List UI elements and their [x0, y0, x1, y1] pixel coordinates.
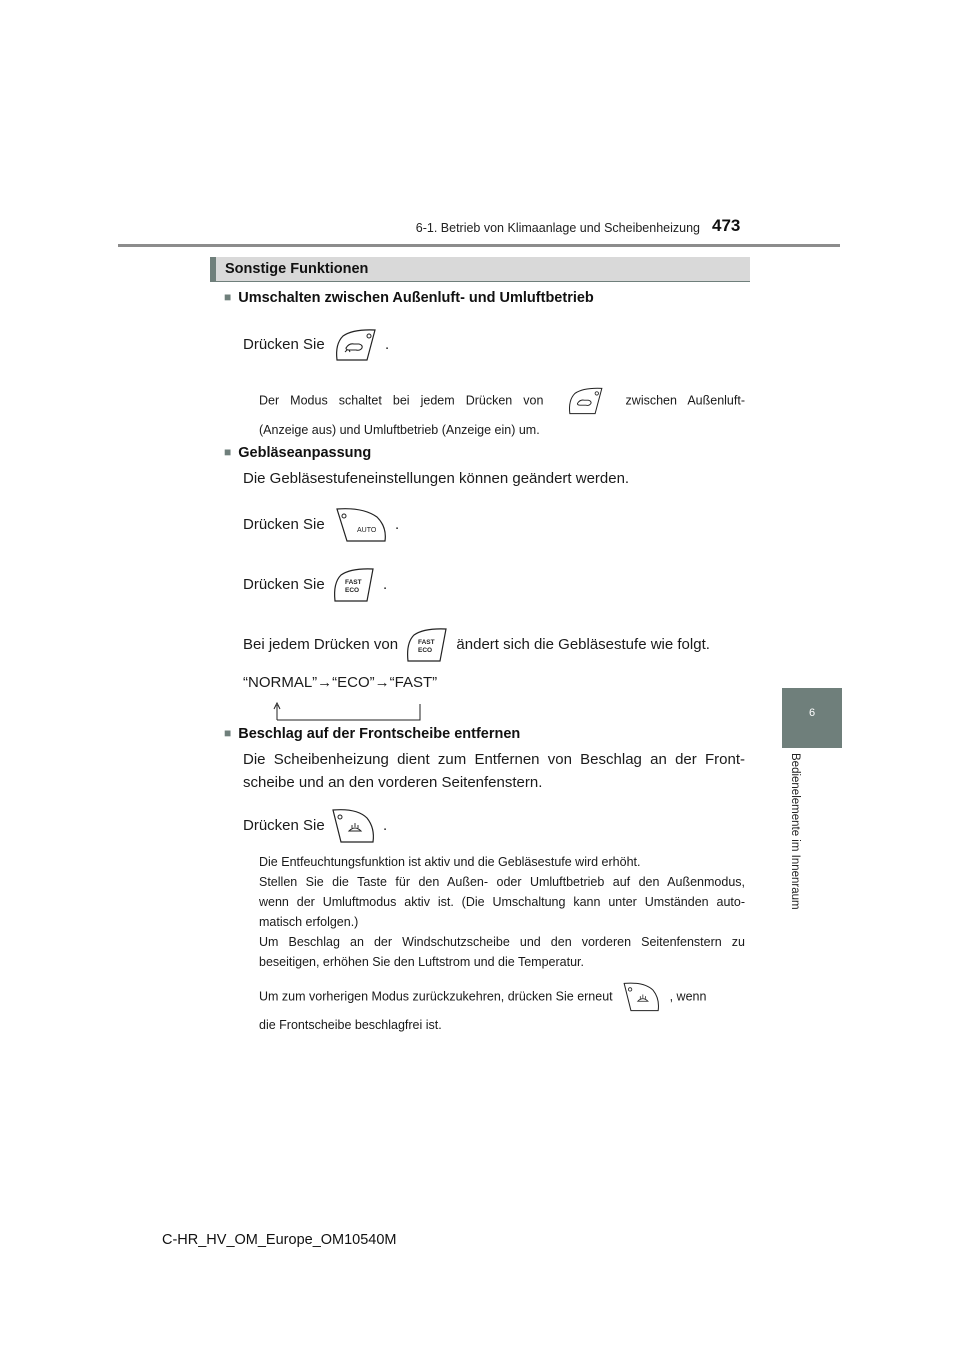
defrost-note-p2-l3: matisch erfolgen.)	[259, 915, 359, 929]
blower-desc: Die Gebläsestufeneinstellungen können geändert werden.	[243, 470, 630, 487]
chapter-number: 6	[808, 707, 816, 719]
press-defrost-line	[243, 806, 387, 846]
press-suffix: .	[385, 335, 390, 353]
section-title: Sonstige Funktionen	[225, 261, 369, 277]
recirc-note-line1	[259, 385, 745, 417]
recirc-note-suffix: zwischen Außenluft-	[625, 393, 745, 408]
chapter-label	[782, 753, 808, 943]
press-auto-prefix: Drücken Sie	[243, 515, 325, 533]
press-fast-prefix: Drücken Sie	[243, 575, 325, 593]
eco-label: ECO	[344, 587, 359, 594]
defrost-note-p4-l2: die Frontscheibe beschlagfrei ist.	[259, 1018, 442, 1032]
press-auto-line	[243, 505, 399, 545]
cycle-suffix: ändert sich die Gebläsestufe wie folgt.	[456, 635, 710, 653]
defrost-note-p4-prefix: Um zum vorherigen Modus zurückzukehren, drücken Sie erneut	[259, 989, 613, 1004]
defroster-button-icon-inline	[620, 980, 664, 1014]
recirculation-button-icon-inline	[561, 385, 609, 417]
auto-label: AUTO	[356, 527, 377, 534]
defroster-button-icon	[329, 806, 379, 846]
svg-text:FAST: FAST	[418, 639, 435, 646]
defrost-note-p3-l1: Um Beschlag an der Windschutzscheibe und den vorderen Seitenfenstern zu	[259, 935, 745, 949]
defrost-note-p2-l2: wenn der Umluftmodus aktiv ist. (Die Umschaltung kann unter Umständen auto-	[259, 895, 745, 909]
cycle-prefix: Bei jedem Drücken von	[243, 635, 399, 653]
fast-label: FAST	[344, 579, 362, 586]
section-underline	[210, 281, 750, 282]
cycle-sequence: “NORMAL”→“ECO”→“FAST”	[243, 674, 438, 691]
recirc-note-prefix: Der Modus schaltet bei jedem Drücken von	[259, 393, 544, 408]
defrost-note-p4-l1	[259, 980, 745, 1014]
defrost-desc-line1: Die Scheibenheizung dient zum Entfernen von Beschlag an der Front-	[243, 751, 745, 768]
item-heading-blower: ■ Gebläseanpassung	[224, 445, 371, 461]
footer-doc-id: C-HR_HV_OM_Europe_OM10540M	[162, 1232, 397, 1248]
cycle-line	[243, 625, 710, 665]
svg-text:ECO: ECO	[418, 647, 433, 654]
defrost-note-p3-l2: beseitigen, erhöhen Sie den Luftstrom und die Temperatur.	[259, 955, 584, 969]
item-heading-defroster: ■ Beschlag auf der Frontscheibe entfernen	[224, 726, 520, 742]
press-defrost-suffix: .	[383, 816, 388, 834]
cycle-loop-arrow	[272, 702, 424, 722]
auto-button-icon	[333, 505, 391, 545]
chapter-tab	[782, 688, 842, 748]
item-heading-recirculation: ■ Umschalten zwischen Außenluft- und Umluftbetrieb	[224, 290, 594, 306]
press-auto-suffix: .	[395, 515, 400, 533]
section-heading-bar	[210, 257, 750, 281]
page-number: 473	[712, 216, 741, 235]
fast-eco-button-icon	[329, 565, 379, 605]
running-header-title: 6-1. Betrieb von Klimaanlage und Scheibenheizung	[415, 221, 700, 235]
press-defrost-prefix: Drücken Sie	[243, 816, 325, 834]
header-rule	[118, 244, 840, 247]
defrost-note-p1: Die Entfeuchtungsfunktion ist aktiv und die Gebläsestufe wird erhöht.	[259, 855, 641, 869]
recirc-note-line2: (Anzeige aus) und Umluftbetrieb (Anzeige ein) um.	[259, 423, 540, 437]
recirculation-button-icon	[329, 326, 381, 364]
defrost-desc-line2: scheibe und an den vorderen Seitenfenstern.	[243, 774, 543, 791]
press-prefix: Drücken Sie	[243, 335, 325, 353]
press-fast-suffix: .	[383, 575, 388, 593]
defrost-note-p2-l1: Stellen Sie die Taste für den Außen- oder Umluftbetrieb auf den Außenmodus,	[259, 875, 745, 889]
defrost-note-p4-suffix: , wenn	[669, 989, 707, 1004]
fast-eco-button-icon-inline	[402, 625, 452, 665]
chapter-label-text: Bedienelemente im Innenraum	[789, 753, 801, 910]
press-recirc-line	[243, 326, 389, 364]
press-fast-line	[243, 565, 387, 605]
